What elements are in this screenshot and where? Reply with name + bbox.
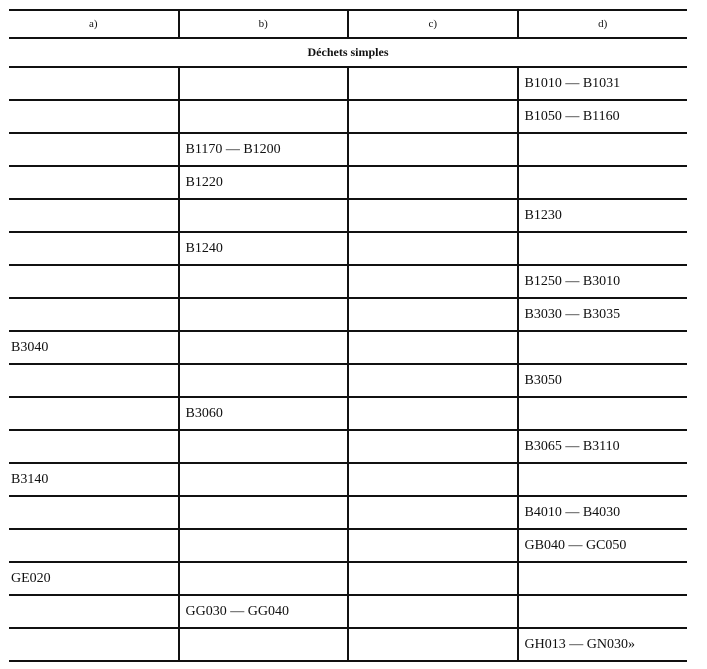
column-header-b: b) [179, 10, 349, 38]
table-cell-c [348, 397, 518, 430]
table-row [9, 133, 687, 166]
table-row [9, 628, 687, 661]
table-cell-b [179, 628, 349, 661]
table-row [9, 562, 687, 595]
table-cell-b [179, 529, 349, 562]
table-cell-d: B3050 [518, 364, 688, 397]
table-cell-c [348, 265, 518, 298]
table-row [9, 199, 687, 232]
document [9, 9, 687, 662]
table-cell-b [179, 430, 349, 463]
table-cell-d [518, 331, 688, 364]
table-cell-c [348, 67, 518, 100]
table-row [9, 298, 687, 331]
column-header-d: d) [518, 10, 688, 38]
table-cell-c [348, 628, 518, 661]
table-cell-d: B1230 [518, 199, 688, 232]
table-cell-c [348, 529, 518, 562]
table-cell-a [9, 397, 179, 430]
table-cell-a [9, 166, 179, 199]
table-cell-a [9, 67, 179, 100]
table-cell-a [9, 364, 179, 397]
table-cell-d [518, 166, 688, 199]
table-row [9, 331, 687, 364]
table-cell-d: GH013 — GN030» [518, 628, 688, 661]
table-cell-a [9, 265, 179, 298]
table-cell-d: B1010 — B1031 [518, 67, 688, 100]
table-cell-b [179, 298, 349, 331]
table-row [9, 529, 687, 562]
table-row [9, 232, 687, 265]
table-cell-a [9, 529, 179, 562]
table-cell-b: B1170 — B1200 [179, 133, 349, 166]
table-cell-c [348, 166, 518, 199]
table-row [9, 430, 687, 463]
waste-classification-table [9, 9, 687, 662]
table-cell-d: B1250 — B3010 [518, 265, 688, 298]
table-row [9, 463, 687, 496]
table-cell-b [179, 265, 349, 298]
table-cell-b [179, 496, 349, 529]
table-cell-d [518, 463, 688, 496]
table-cell-c [348, 298, 518, 331]
table-cell-a: B3040 [9, 331, 179, 364]
table-cell-d [518, 397, 688, 430]
table-row [9, 265, 687, 298]
table-cell-d [518, 595, 688, 628]
table-cell-d: B3065 — B3110 [518, 430, 688, 463]
table-cell-d: GB040 — GC050 [518, 529, 688, 562]
table-row [9, 496, 687, 529]
table-row [9, 100, 687, 133]
table-cell-b: B1240 [179, 232, 349, 265]
table-cell-d: B3030 — B3035 [518, 298, 688, 331]
table-cell-b [179, 67, 349, 100]
section-title: Déchets simples [9, 38, 687, 67]
table-cell-c [348, 232, 518, 265]
table-cell-a [9, 133, 179, 166]
table-row [9, 397, 687, 430]
table-cell-d [518, 232, 688, 265]
table-cell-a [9, 199, 179, 232]
column-header-c: c) [348, 10, 518, 38]
table-cell-a [9, 430, 179, 463]
table-cell-c [348, 562, 518, 595]
table-cell-a [9, 100, 179, 133]
table-cell-d: B1050 — B1160 [518, 100, 688, 133]
table-cell-c [348, 100, 518, 133]
table-cell-d [518, 562, 688, 595]
table-body [9, 67, 687, 661]
table-row [9, 166, 687, 199]
table-cell-d: B4010 — B4030 [518, 496, 688, 529]
table-row [9, 67, 687, 100]
table-cell-a [9, 298, 179, 331]
table-cell-c [348, 133, 518, 166]
column-header-a: a) [9, 10, 179, 38]
table-cell-a [9, 628, 179, 661]
table-cell-a [9, 232, 179, 265]
table-cell-b [179, 562, 349, 595]
table-cell-b [179, 100, 349, 133]
table-cell-c [348, 364, 518, 397]
table-cell-b [179, 199, 349, 232]
table-cell-c [348, 331, 518, 364]
table-cell-b: B3060 [179, 397, 349, 430]
table-cell-b [179, 364, 349, 397]
table-cell-c [348, 463, 518, 496]
table-cell-a [9, 595, 179, 628]
table-cell-c [348, 199, 518, 232]
header-row [9, 10, 687, 38]
table-cell-a: GE020 [9, 562, 179, 595]
table-row [9, 595, 687, 628]
section-row [9, 38, 687, 67]
table-cell-c [348, 496, 518, 529]
table-cell-c [348, 595, 518, 628]
table-cell-a: B3140 [9, 463, 179, 496]
table-cell-b: B1220 [179, 166, 349, 199]
table-cell-b [179, 331, 349, 364]
table-cell-a [9, 496, 179, 529]
table-cell-b: GG030 — GG040 [179, 595, 349, 628]
table-cell-d [518, 133, 688, 166]
table-cell-c [348, 430, 518, 463]
table-row [9, 364, 687, 397]
table-cell-b [179, 463, 349, 496]
